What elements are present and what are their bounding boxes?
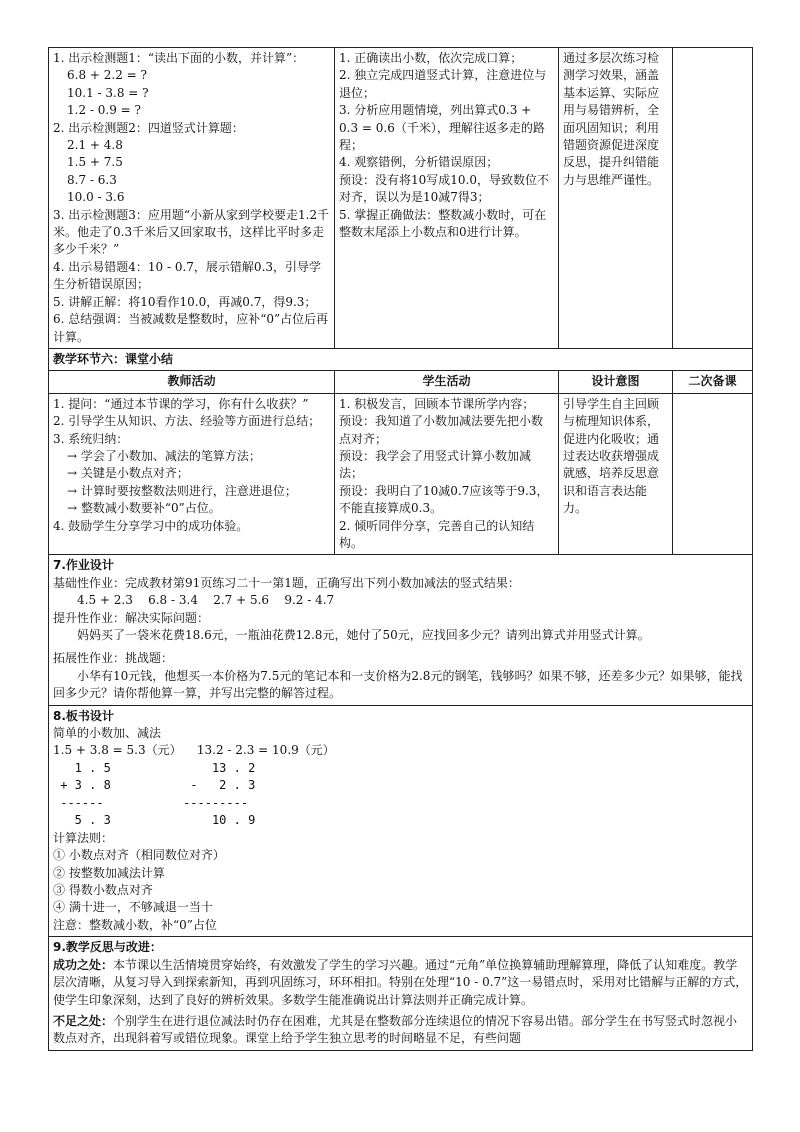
header-teacher: 教师活动 [49,371,335,393]
student-line: 1. 积极发言，回顾本节课所学内容； [339,396,535,411]
student-line: 1. 正确读出小数，依次完成口算； [339,51,523,65]
rule-item: ③ 得数小数点对齐 [53,883,153,898]
basic-homework-label: 基础性作业：完成教材第91页练习二十一第1题，正确写出下列小数加减法的竖式结果： [53,575,520,590]
teacher-line: 2. 引导学生从知识、方法、经验等方面进行总结； [53,414,321,429]
section6-title-row [49,348,753,370]
summary-student-cell [335,393,559,555]
teacher-line: 2.1 + 4.8 [67,138,123,153]
teacher-line: 5. 讲解正解：将10看作10.0，再减0.7，得9.3； [53,294,317,309]
lesson-plan-page [48,47,752,1051]
teacher-line: → 整数减小数要补“0”占位。 [67,501,221,516]
student-line: 预设：没有将10写成10.0，导致数位不对齐，误以为是10减7得3； [339,172,549,205]
section9-row [49,937,753,1050]
intent-text: 引导学生自主回顾与梳理知识体系，促进内化吸收；通过表达收获增强成就感，培养反思意识和语言表达能力。 [563,396,660,516]
student-line: 2. 倾听同伴分享，完善自己的认知结构。 [339,518,535,550]
section6-header-row [49,371,753,393]
section7-row [49,555,753,705]
vertical-line: + 3 . 8 - 2 . 3 [53,778,256,793]
teacher-line: → 学会了小数加、减法的笔算方法； [67,448,261,463]
section8-title: 8.板书设计 [53,708,114,723]
teacher-line: 10.1 - 3.8 = ? [67,85,149,100]
vertical-line: ------ --------- [53,795,249,810]
practice-notes-cell [673,48,753,349]
teacher-line: 4. 出示易错题4：10 - 0.7，展示错解0.3，引导学生分析错误原因； [53,259,322,292]
lesson-plan-table [48,47,753,1051]
lack-paragraph [53,1013,748,1048]
teacher-line: → 计算时要按整数法则进行，注意进退位； [67,483,297,498]
practice-teacher-cell [49,48,335,349]
success-paragraph [53,957,748,1009]
vertical-line: 5 . 3 10 . 9 [53,813,256,828]
rule-item: ④ 满十进一，不够减退一当十 [53,900,213,915]
improve-homework-label: 提升性作业：解决实际问题： [53,610,210,625]
teacher-line: 1. 提问：“通过本节课的学习，你有什么收获？” [53,396,309,411]
success-label: 成功之处： [53,957,114,972]
blackboard-cell [49,705,753,937]
student-line: 5. 掌握正确做法：整数减小数时，可在整数末尾添上小数点和0进行计算。 [339,207,547,240]
extend-homework-text: 小华有10元钱，他想买一本价格为7.5元的笔记本和一支价格为2.8元的钢笔，钱够吗？如果不够，还差多少元？如果够，能找回多少元？请你帮他算一算，并写出完整的解答过程。 [53,668,743,701]
header-intent: 设计意图 [559,371,673,393]
summary-teacher-cell [49,393,335,555]
blackboard-equations: 1.5 + 3.8 = 5.3（元） 13.2 - 2.3 = 10.9（元） [53,743,335,758]
summary-row [49,393,753,555]
blackboard-note: 注意：整数减小数，补“0”占位 [53,917,217,932]
section7-title: 7.作业设计 [53,558,114,573]
practice-row [49,48,753,349]
student-line: 预设：我知道了小数加减法要先把小数点对齐； [339,414,544,446]
student-line: 3. 分析应用题情境，列出算式0.3 + 0.3 = 0.6（千米），理解往返多走的路程； [339,103,545,153]
header-student: 学生活动 [335,371,559,393]
student-line: 预设：我明白了10减0.7应该等于9.3，不能直接算成0.3。 [339,483,549,516]
reflection-cell [49,937,753,1050]
summary-intent-cell [559,393,673,555]
success-text: 本节课以生活情境贯穿始终，有效激发了学生的学习兴趣。通过“元角”单位换算辅助理解算理，降低了认知难度。教学层次清晰，从复习导入到探索新知，再到巩固练习，环环相扣。特别在处理“10 - 0.7”这一易错点时，采用对比错解与正解的方式，使学生印象深刻，达到了良好的辨析效果。多数学生能准确说出计算法则并正确完成计算。 [53,957,748,1007]
student-line: 4. 观察错例，分析错误原因； [339,155,499,170]
teacher-line: 3. 系统归纳： [53,431,129,446]
student-line: 预设：我学会了用竖式计算小数加减法； [339,448,532,481]
basic-homework-items: 4.5 + 2.3 6.8 - 3.4 2.7 + 5.6 9.2 - 4.7 [77,593,335,608]
teacher-line: 1.2 - 0.9 = ? [67,103,141,118]
teacher-line: 3. 出示检测题3：应用题“小新从家到学校要走1.2千米。他走了0.3千米后又回家取书，这样比平时多走多少千米？” [53,207,330,257]
teacher-line: 10.0 - 3.6 [67,190,125,205]
practice-student-cell [335,48,559,349]
section9-title: 9.教学反思与改进： [53,940,162,955]
blackboard-subtitle: 简单的小数加、减法 [53,726,162,741]
teacher-line: 1.5 + 7.5 [67,155,123,170]
rules-title: 计算法则： [53,830,114,845]
teacher-line: 4. 鼓励学生分享学习中的成功体验。 [53,518,249,533]
lack-text: 个别学生在进行退位减法时仍存在困难，尤其是在整数部分连续退位的情况下容易出错。部分学生在书写竖式时忽视小数点对齐，出现斜着写或错位现象。课堂上给予学生独立思考的时间略显不足，有些问题 [53,1013,738,1046]
improve-homework-text: 妈妈买了一袋米花费18.6元，一瓶油花费12.8元，她付了50元，应找回多少元？请列出算式并用竖式计算。 [77,628,650,642]
teacher-line: 2. 出示检测题2：四道竖式计算题： [53,120,244,135]
section8-row [49,705,753,937]
teacher-line: 6. 总结强调：当被减数是整数时，应补“0”占位后再计算。 [53,312,329,344]
rule-item: ① 小数点对齐（相同数位对齐） [53,848,225,863]
teacher-line: 6.8 + 2.2 = ? [67,68,147,83]
teacher-line: → 关键是小数点对齐； [67,466,189,481]
section6-title: 教学环节六：课堂小结 [49,348,753,370]
header-notes: 二次备课 [673,371,753,393]
teacher-line: 8.7 - 6.3 [67,172,117,187]
lack-label: 不足之处： [53,1013,114,1028]
vertical-line: 1 . 5 13 . 2 [53,760,256,775]
summary-notes-cell [673,393,753,555]
student-line: 2. 独立完成四道竖式计算，注意进位与退位； [339,68,547,100]
practice-intent-cell [559,48,673,349]
teacher-line: 1. 出示检测题1：“读出下面的小数，并计算”： [53,51,305,65]
homework-cell [49,555,753,705]
rule-item: ② 按整数加减法计算 [53,865,165,880]
extend-homework-label: 拓展性作业：挑战题： [53,651,174,666]
intent-text: 通过多层次练习检测学习效果，涵盖基本运算、实际应用与易错辨析，全面巩固知识；利用错题资源促进深度反思，提升纠错能力与思维严谨性。 [563,51,660,187]
